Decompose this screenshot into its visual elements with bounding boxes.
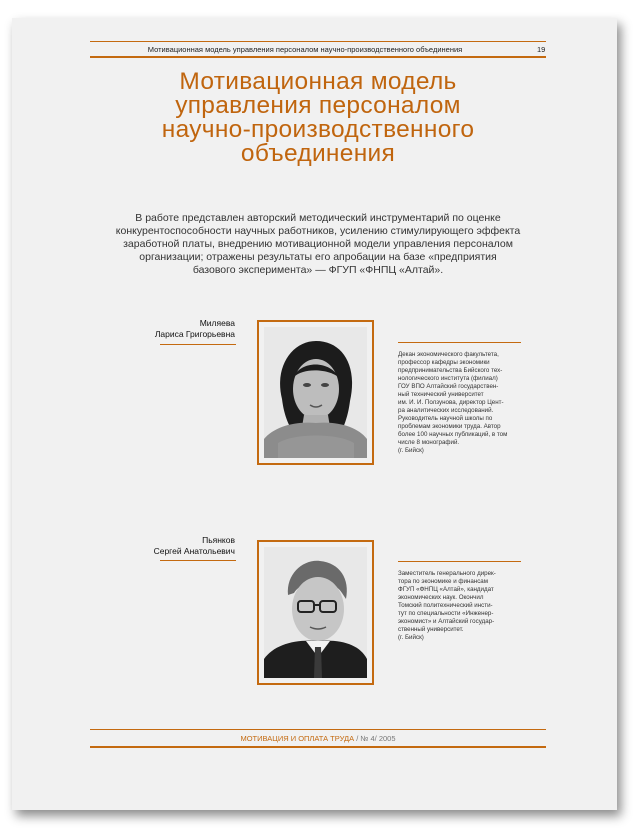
bio-line: экономист» и Алтайский государ- [398,618,495,625]
bio-line: экономических наук. Окончил [398,594,484,601]
author-photo [257,540,374,685]
bio-line: нологического института (филиал) [398,375,498,382]
bio-line: ФГУП «ФНПЦ «Алтай», кандидат [398,586,494,593]
bio-rule [398,561,521,562]
title-line: Мотивационная модель [179,68,457,95]
bio-line: тут по специальности «Инженер- [398,610,494,617]
bio-line: ственный университет. [398,626,464,633]
portrait-man-icon [264,547,367,678]
title-line: объединения [240,140,396,167]
bio-line: Руководитель научной школы по [398,415,493,422]
bio-rule [398,342,521,343]
bio-line: более 100 научных публикаций, в том [398,431,508,438]
issue-number: № 4/ 2005 [360,734,396,743]
author-name [110,535,235,557]
bio-line: ра аналитических исследований. [398,407,494,414]
running-title: Мотивационная модель управления персоналом научно-производственного объединения [147,45,463,54]
author-surname: Пьянков [202,535,235,545]
author-name [110,318,235,340]
article-abstract [104,212,532,277]
title-line: научно-производственного [161,116,475,143]
abstract-line: конкурентоспособности научных работников, усилению стимулирующего эффекта [115,225,521,237]
abstract-line: базового эксперимента» — ФГУП «ФНПЦ «Алтай». [192,264,444,276]
footer-rule-top [90,729,546,730]
abstract-line: заработной платы, внедрению мотивационной модели управления персоналом [123,238,513,250]
bio-line: проблемам экономики труда. Автор [398,423,501,430]
bio-line: Декан экономического факультета, [398,351,499,358]
bio-line: числе 8 монографий. [398,439,460,446]
portrait-woman-icon [264,327,367,458]
article-title [90,70,546,166]
page-footer [90,734,546,743]
abstract-line: В работе представлен авторский методический инструментарий по оценке [135,212,501,224]
bio-line: ГОУ ВПО Алтайский государствен- [398,383,499,390]
author-surname: Миляева [199,318,235,328]
footer-separator: / [354,734,361,743]
author-name-rule [160,560,236,561]
bio-line: (г. Бийск) [398,634,424,641]
author-photo [257,320,374,465]
author-bio [398,351,528,455]
author-given-names: Сергей Анатольевич [153,546,235,556]
author-bio [398,570,528,642]
title-line: управления персоналом [175,92,461,119]
bio-line: профессор кафедры экономики [398,359,490,366]
bio-line: Томский политехнический инсти- [398,602,493,609]
footer-rule-bottom [90,746,546,748]
abstract-line: организации; отражены результаты его апробации на базе «предприятия [139,251,497,263]
bio-line: предпринимательства Бийского тех- [398,367,503,374]
author-name-rule [160,344,236,345]
bio-line: (г. Бийск) [398,447,424,454]
bio-line: ный технический университет [398,391,484,398]
page-number: 19 [537,45,546,54]
header-rule-bottom [90,56,546,58]
bio-line: им. И. И. Ползунова, директор Цент- [398,399,504,406]
journal-title: МОТИВАЦИЯ И ОПЛАТА ТРУДА [240,734,355,743]
bio-line: тора по экономике и финансам [398,578,488,585]
header-rule-top [90,41,546,42]
author-given-names: Лариса Григорьевна [154,329,235,339]
bio-line: Заместитель генерального дирек- [398,570,496,577]
